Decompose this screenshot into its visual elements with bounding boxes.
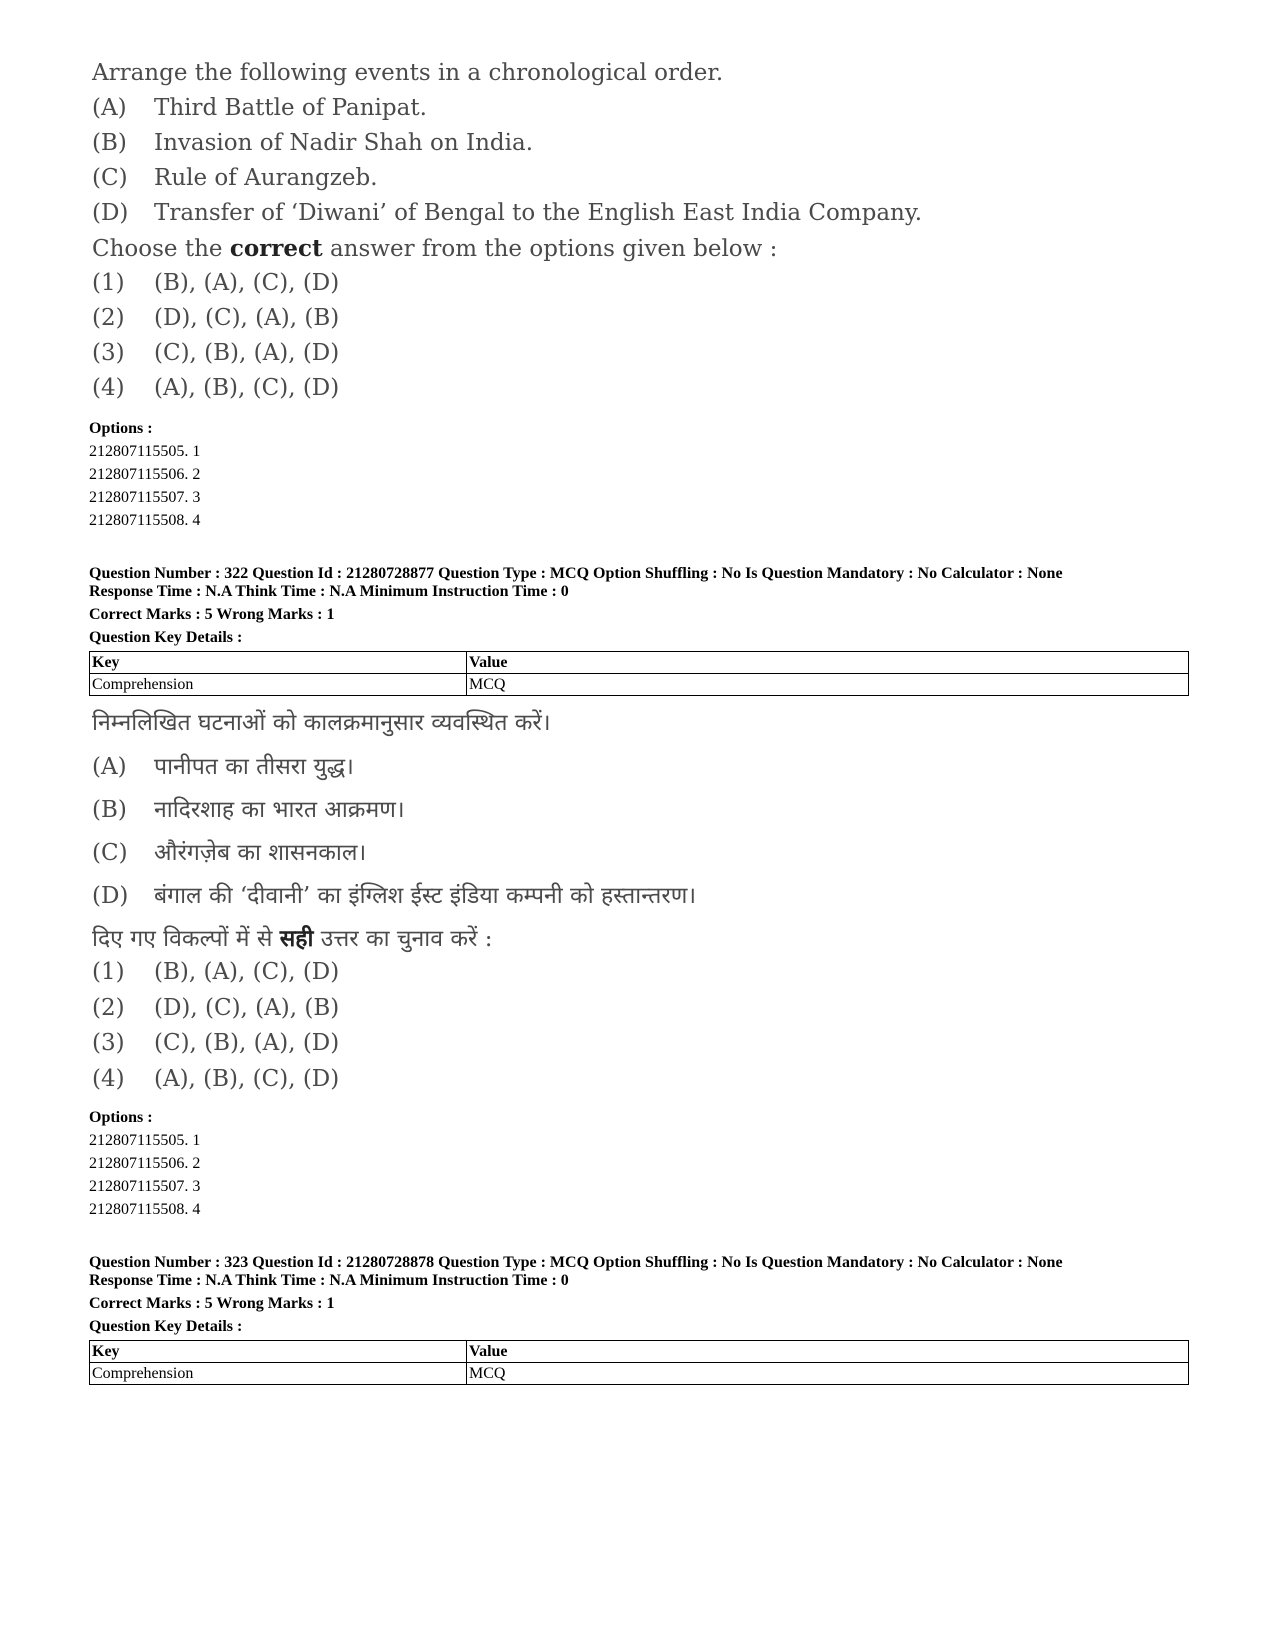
choose-instruction: [92, 921, 492, 953]
choice-3: [92, 1030, 339, 1056]
question-meta: Question Number : 322 Question Id : 21280728877 Question Type : MCQ Option Shuffling : No Is Question Mandatory : No Calculator : None: [89, 565, 1063, 582]
question-meta: Question Number : 323 Question Id : 21280728878 Question Type : MCQ Option Shuffling : No Is Question Mandatory : No Calculator : None: [89, 1254, 1063, 1271]
choice-1: [92, 959, 339, 985]
event-label: (D): [92, 883, 129, 909]
option-item: 212807115506. 2: [89, 1155, 201, 1172]
event-b: [92, 792, 405, 824]
table-row: [90, 1363, 1189, 1385]
choice-num: (1): [92, 270, 125, 296]
question-prompt: निम्नलिखित घटनाओं को कालक्रमानुसार व्यवस्थित करें।: [92, 710, 551, 736]
choice-text: (D), (C), (A), (B): [154, 305, 340, 331]
option-item: 212807115505. 1: [89, 1132, 201, 1149]
choice-text: (B), (A), (C), (D): [154, 270, 340, 296]
event-d: [92, 878, 696, 910]
question-marks: Correct Marks : 5 Wrong Marks : 1: [89, 606, 335, 623]
event-d: [92, 200, 922, 226]
option-item: 212807115505. 1: [89, 443, 201, 460]
event-text: बंगाल की ‘दीवानी’ का इंग्लिश ईस्ट इंडिया कम्पनी को हस्तान्तरण।: [154, 883, 697, 909]
key-details-label: Question Key Details :: [89, 629, 243, 646]
question-image-hindi: [92, 705, 812, 1145]
event-c: [92, 835, 366, 867]
choice-text: (C), (B), (A), (D): [154, 340, 340, 366]
event-text: Transfer of ‘Diwani’ of Bengal to the English East India Company.: [154, 200, 923, 226]
question-marks: Correct Marks : 5 Wrong Marks : 1: [89, 1295, 335, 1312]
key-details-table: [89, 651, 1189, 696]
event-label: (C): [92, 840, 128, 866]
event-text: नादिरशाह का भारत आक्रमण।: [154, 797, 405, 823]
table-cell-key: Comprehension: [90, 1363, 467, 1385]
choice-text: (A), (B), (C), (D): [154, 375, 340, 401]
choose-instruction: [92, 235, 777, 262]
choice-3: [92, 340, 339, 366]
choice-2: [92, 305, 339, 331]
choice-num: (2): [92, 305, 125, 331]
table-header-key: Key: [90, 652, 467, 674]
choose-bold: सही: [279, 925, 314, 952]
option-item: 212807115508. 4: [89, 1201, 201, 1218]
table-header-value: Value: [467, 652, 1189, 674]
choose-bold: correct: [229, 235, 323, 262]
choice-text: (C), (B), (A), (D): [154, 1030, 340, 1056]
event-text: Invasion of Nadir Shah on India.: [154, 130, 534, 156]
choose-post: उत्तर का चुनाव करें :: [313, 926, 493, 952]
choice-num: (1): [92, 959, 125, 985]
event-c: [92, 165, 378, 191]
event-text: Third Battle of Panipat.: [154, 95, 427, 121]
table-row: [90, 674, 1189, 696]
choose-pre: Choose the: [92, 236, 230, 262]
event-label: (B): [92, 130, 127, 156]
key-details-label: Question Key Details :: [89, 1318, 243, 1335]
option-item: 212807115508. 4: [89, 512, 201, 529]
choice-num: (3): [92, 340, 125, 366]
choose-pre: दिए गए विकल्पों में से: [92, 926, 280, 952]
choice-num: (4): [92, 1066, 125, 1092]
choice-text: (A), (B), (C), (D): [154, 1066, 340, 1092]
choice-1: [92, 270, 339, 296]
event-label: (A): [92, 754, 127, 780]
choice-4: [92, 1066, 339, 1092]
event-label: (B): [92, 797, 127, 823]
option-item: 212807115506. 2: [89, 466, 201, 483]
table-cell-value: MCQ: [467, 1363, 1189, 1385]
event-b: [92, 130, 533, 156]
option-item: 212807115507. 3: [89, 489, 201, 506]
question-prompt: Arrange the following events in a chronological order.: [92, 60, 724, 86]
question-timing: Response Time : N.A Think Time : N.A Minimum Instruction Time : 0: [89, 583, 569, 600]
choice-num: (3): [92, 1030, 125, 1056]
table-header-value: Value: [467, 1341, 1189, 1363]
event-label: (A): [92, 95, 127, 121]
choice-4: [92, 375, 339, 401]
choice-text: (D), (C), (A), (B): [154, 995, 340, 1021]
question-timing: Response Time : N.A Think Time : N.A Minimum Instruction Time : 0: [89, 1272, 569, 1289]
event-text: औरंगज़ेब का शासनकाल।: [154, 840, 367, 866]
choice-num: (2): [92, 995, 125, 1021]
event-text: Rule of Aurangzeb.: [154, 165, 378, 191]
event-a: [92, 749, 354, 781]
key-details-table: [89, 1340, 1189, 1385]
choice-text: (B), (A), (C), (D): [154, 959, 340, 985]
table-header-row: [90, 652, 1189, 674]
question-image-english: [92, 60, 923, 430]
event-text: पानीपत का तीसरा युद्ध।: [154, 754, 354, 780]
event-a: [92, 95, 427, 121]
options-label: Options :: [89, 1109, 153, 1126]
table-cell-key: Comprehension: [90, 674, 467, 696]
choice-2: [92, 995, 339, 1021]
option-item: 212807115507. 3: [89, 1178, 201, 1195]
event-label: (D): [92, 200, 129, 226]
options-label: Options :: [89, 420, 153, 437]
table-header-key: Key: [90, 1341, 467, 1363]
table-header-row: [90, 1341, 1189, 1363]
choose-post: answer from the options given below :: [322, 236, 778, 262]
table-cell-value: MCQ: [467, 674, 1189, 696]
event-label: (C): [92, 165, 128, 191]
choice-num: (4): [92, 375, 125, 401]
